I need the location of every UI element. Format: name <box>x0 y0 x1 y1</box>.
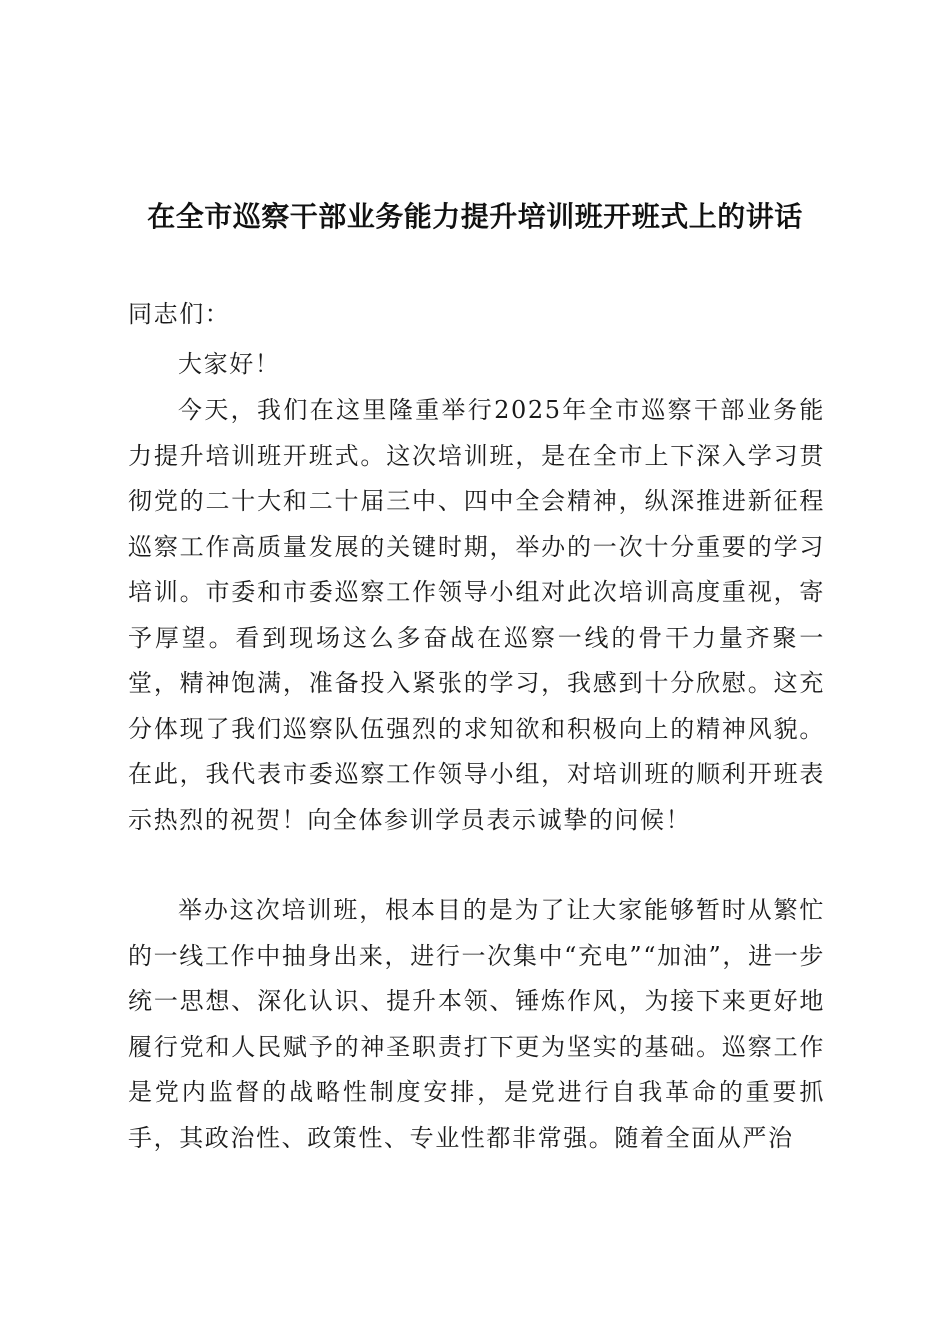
salutation: 同志们： <box>128 300 231 328</box>
document-title: 在全市巡察干部业务能力提升培训班开班式上的讲话 <box>147 200 803 233</box>
paragraph: 今天，我们在这里隆重举行2025年全市巡察干部业务能力提升培训班开班式。这次培训班，是在全市上下深入学习贯彻党的二十大和二十届三中、四中全会精神，纵深推进新征程巡察工作高质量发展的关键时期，举办的一次十分重要的学习培训。市委和市委巡察工作领导小组对此次培训高度重视，寄予厚望。看到现场这么多奋战在巡察一线的骨干力量齐聚一堂，精神饱满，准备投入紧张的学习，我感到十分欣慰。这充分体现了我们巡察队伍强烈的求知欲和积极向上的精神风貌。在此，我代表市委巡察工作领导小组，对培训班的顺利开班表示热烈的祝贺！向全体参训学员表示诚挚的问候！ <box>128 396 825 834</box>
paragraph: 举办这次培训班，根本目的是为了让大家能够暂时从繁忙的一线工作中抽身出来，进行一次集中“充电”“加油”，进一步统一思想、深化认识、提升本领、锤炼作风，为接下来更好地履行党和人民赋予的神圣职责打下更为坚实的基础。巡察工作是党内监督的战略性制度安排，是党进行自我革命的重要抓手，其政治性、政策性、专业性都非常强。随着全面从严治 <box>128 896 825 1152</box>
greeting: 大家好！ <box>178 350 281 378</box>
